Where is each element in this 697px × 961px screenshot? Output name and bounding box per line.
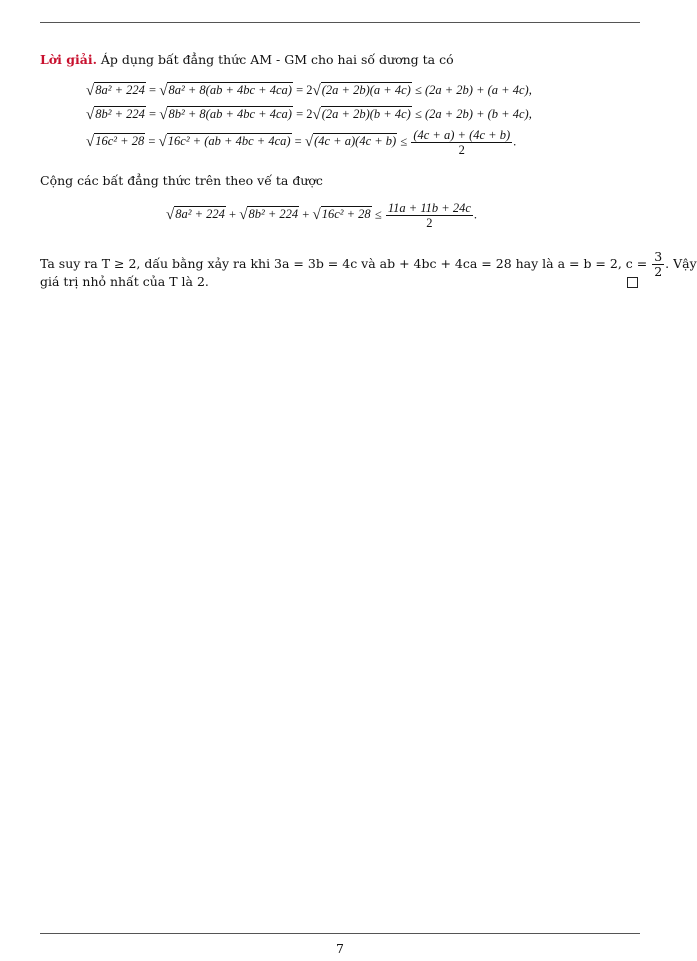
eq2-coef: = 2 xyxy=(296,107,313,121)
sum-inequality: √8a² + 224 + √8b² + 224 + √16c² + 28 ≤ $\frac{11a + 11b + 24c}{2}$ . xyxy=(166,201,478,230)
sum-t1: 8a² + 224 xyxy=(175,207,225,222)
qed-square-icon xyxy=(627,277,638,288)
sum-num: 11a + 11b + 24c xyxy=(387,201,471,215)
equation-1: √8a² + 224 = √8a² + 8(ab + 4bc + 4ca) = 2√(2a + 2b)(a + 4c) ≤ (2a + 2b) + (a + 4c), xyxy=(86,83,532,99)
sum-fraction xyxy=(386,201,473,230)
conclusion-text-2: . Vậy xyxy=(665,256,697,271)
eq1-coef: = 2 xyxy=(296,83,313,97)
sum-t3: 16c² + 28 xyxy=(321,207,371,222)
eq1-mid: 8a² + 8(ab + 4bc + 4ca) xyxy=(168,83,292,97)
eq3-den: 2 xyxy=(458,143,465,157)
eq1-rhs: ≤ (2a + 2b) + (a + 4c), xyxy=(414,83,532,97)
eq3-lhs: 16c² + 28 xyxy=(95,134,145,149)
footer-rule xyxy=(40,933,640,934)
eq2-mid: 8b² + 8(ab + 4bc + 4ca) xyxy=(168,107,292,121)
sum-intro: Cộng các bất đẳng thức trên theo vế ta được xyxy=(40,173,323,188)
equation-2: √8b² + 224 = √8b² + 8(ab + 4bc + 4ca) = 2√(2a + 2b)(b + 4c) ≤ (2a + 2b) + (b + 4c), xyxy=(86,107,532,123)
solution-label: Lời giải. xyxy=(40,52,97,67)
conclusion-fraction xyxy=(652,250,664,279)
eq3-num: (4c + a) + (4c + b) xyxy=(413,128,511,142)
header-rule xyxy=(40,22,640,23)
eq2-lhs: 8b² + 224 xyxy=(95,107,145,121)
conclusion-frac-den: 2 xyxy=(654,264,663,279)
eq1-lhs: 8a² + 224 xyxy=(95,83,145,97)
solution-intro: Áp dụng bất đẳng thức AM - GM cho hai số dương ta có xyxy=(100,52,454,67)
conclusion-line-2: giá trị nhỏ nhất của T là 2. xyxy=(40,274,209,289)
sum-den: 2 xyxy=(426,216,433,230)
eq3-root: (4c + a)(4c + b) xyxy=(314,134,397,149)
equation-3: √16c² + 28 = √16c² + (ab + 4bc + 4ca) = √(4c + a)(4c + b) ≤ $\frac{(4c + a) + (4c + b)}{2}$ . xyxy=(86,128,517,157)
eq2-root: (2a + 2b)(b + 4c) xyxy=(321,107,411,121)
eq3-fraction xyxy=(411,128,512,157)
solution-intro-line xyxy=(40,52,454,68)
page-number: 7 xyxy=(336,941,344,956)
conclusion-frac-num: 3 xyxy=(654,249,663,264)
sum-t2: 8b² + 224 xyxy=(248,207,299,222)
eq3-mid: 16c² + (ab + 4bc + 4ca) xyxy=(167,134,291,149)
eq2-rhs: ≤ (2a + 2b) + (b + 4c), xyxy=(414,107,532,121)
eq1-root: (2a + 2b)(a + 4c) xyxy=(321,83,411,97)
conclusion-text-1: Ta suy ra T ≥ 2, dấu bằng xảy ra khi 3a = 3b = 4c và ab + 4bc + 4ca = 28 hay là a = b = 2, c = xyxy=(40,256,648,271)
